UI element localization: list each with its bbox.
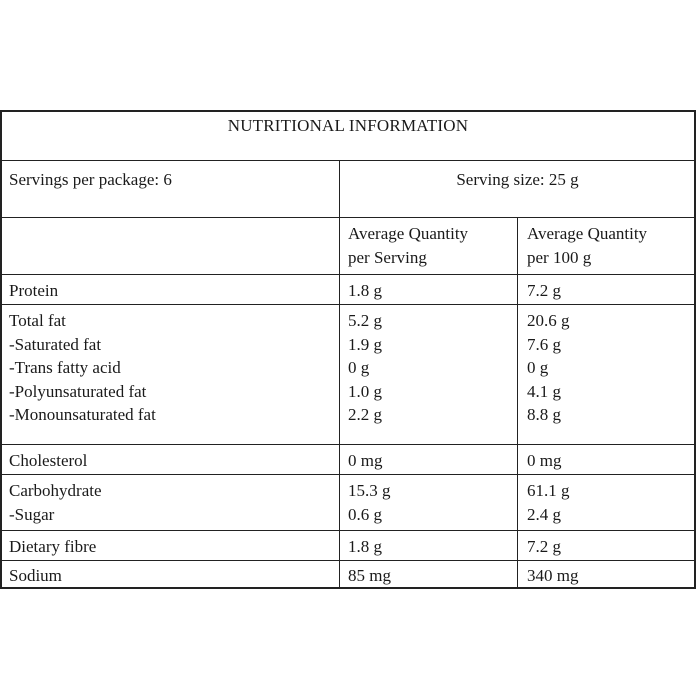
row-label-cholesterol: Cholesterol [9, 451, 88, 470]
value-monounsaturated-fat-100g: 8.8 g [527, 405, 561, 424]
label-polyunsaturated-fat: -Polyunsaturated fat [9, 381, 147, 401]
value-trans-fat-serving: 0 g [348, 358, 370, 377]
rule-title-bottom [0, 160, 696, 161]
value-polyunsaturated-fat-serving: 1.0 g [348, 381, 382, 401]
serving-size: Serving size: 25 g [456, 170, 579, 189]
value-sodium-100g: 340 mg [527, 566, 579, 585]
value-total-fat-100g: 20.6 g [527, 311, 570, 330]
table-title: NUTRITIONAL INFORMATION [227, 116, 469, 135]
value-trans-fat-100g: 0 g [527, 358, 549, 377]
rule-cholesterol-bottom [0, 474, 696, 475]
rule-fat-bottom [0, 444, 696, 445]
row-label-sodium: Sodium [9, 566, 62, 585]
header-per-100g-line-1: Average Quantity [527, 224, 648, 243]
value-total-fat-serving: 5.2 g [348, 311, 382, 330]
row-label-dietary-fibre: Dietary fibre [9, 537, 97, 556]
value-monounsaturated-fat-serving: 2.2 g [348, 405, 382, 424]
row-label-carbohydrate [9, 479, 102, 526]
header-per-serving-line-1: Average Quantity [348, 224, 469, 243]
value-carbohydrate-serving: 15.3 g [348, 481, 391, 500]
values-fats-serving [348, 309, 382, 427]
header-per-100g [527, 222, 647, 269]
values-carbohydrate-100g [527, 479, 570, 526]
value-polyunsaturated-fat-100g: 4.1 g [527, 381, 561, 401]
value-protein-serving: 1.8 g [348, 281, 382, 300]
rule-protein-bottom [0, 304, 696, 305]
value-carbohydrate-100g: 61.1 g [527, 481, 570, 500]
value-fibre-100g: 7.2 g [527, 537, 561, 556]
label-saturated-fat: -Saturated fat [9, 334, 102, 354]
header-per-serving-line-2: per Serving [348, 247, 427, 267]
label-total-fat: Total fat [9, 311, 66, 330]
label-trans-fatty-acid: -Trans fatty acid [9, 358, 121, 377]
rule-servings-bottom [0, 217, 696, 218]
servings-per-package: Servings per package: 6 [9, 170, 172, 189]
value-sodium-serving: 85 mg [348, 566, 391, 585]
label-carbohydrate: Carbohydrate [9, 481, 102, 500]
value-fibre-serving: 1.8 g [348, 537, 382, 556]
rule-carbohydrate-bottom [0, 530, 696, 531]
row-label-protein: Protein [9, 281, 59, 300]
value-cholesterol-serving: 0 mg [348, 451, 383, 470]
value-sugar-serving: 0.6 g [348, 504, 382, 524]
rule-header-bottom [0, 274, 696, 275]
value-cholesterol-100g: 0 mg [527, 451, 562, 470]
value-saturated-fat-100g: 7.6 g [527, 334, 561, 354]
values-fats-100g [527, 309, 570, 427]
column-divider-1 [339, 160, 340, 589]
label-sugar: -Sugar [9, 504, 55, 524]
rule-fibre-bottom [0, 560, 696, 561]
value-sugar-100g: 2.4 g [527, 504, 561, 524]
row-label-fats [9, 309, 156, 427]
value-saturated-fat-serving: 1.9 g [348, 334, 382, 354]
header-per-100g-line-2: per 100 g [527, 247, 592, 267]
values-carbohydrate-serving [348, 479, 391, 526]
label-monounsaturated-fat: -Monounsaturated fat [9, 405, 156, 424]
value-protein-100g: 7.2 g [527, 281, 561, 300]
column-divider-2 [517, 217, 518, 589]
header-per-serving [348, 222, 468, 269]
